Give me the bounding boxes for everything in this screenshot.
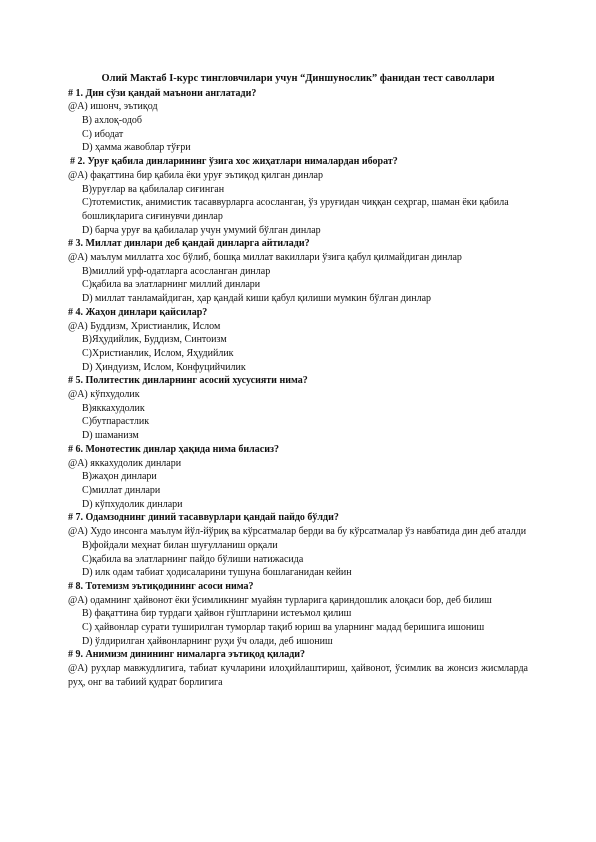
q3-option-c: C)қабила ва элатларнинг миллий динлари: [82, 279, 261, 291]
document-title: Олий Мактаб I-курс тингловчилари учун “Диншунослик” фанидан тест саволлари: [101, 73, 495, 84]
q7-option-c: C)қабила ва элатларнинг пайдо бўлиши натижасида: [82, 553, 304, 565]
q7-option-a: @A) Худо инсонга маълум йўл-йўриқ ва кўрсатмалар берди ва бу кўрсатмалар ўз навбатида дин деб аталди: [68, 526, 527, 538]
q4-option-c: C)Христианлик, Ислом, Яҳудийлик: [82, 347, 234, 359]
q1-option-a: @A) ишонч, эътиқод: [68, 101, 158, 113]
question-2: # 2. Уруғ қабила динларининг ўзига хос жиҳатлари нималардан иборат?: [70, 156, 398, 168]
q7-option-d: D) илк одам табиат ҳодисаларини тушуна бошлаганидан кейин: [82, 567, 352, 579]
q6-option-a: @A) яккахудолик динлари: [68, 457, 182, 469]
q1-option-b: B) ахлоқ-одоб: [82, 115, 143, 126]
q5-option-a: @A) кўпхудолик: [68, 389, 140, 401]
q4-option-d: D) Ҳиндуизм, Ислом, Конфуцийчилик: [82, 361, 246, 373]
q2-option-c: C)тотемистик, анимистик тасаввурларга асосланган, ўз уруғидан чиққан сеҳргар, шаман ёки қабила бошлиқларига сиғинувчи динлар: [82, 197, 509, 222]
q6-option-c: C)миллат динлари: [82, 484, 161, 496]
q3-option-a: @A) маълум миллатга хос бўлиб, бошқа миллат вакиллари ўзига қабул қилмайдиган динлар: [68, 252, 462, 264]
q3-option-d: D) миллат танламайдиган, ҳар қандай киши қабул қилиши мумкин бўлган динлар: [82, 293, 432, 305]
q8-option-b: B) фақаттина бир турдаги ҳайвон гўштларини истеъмол қилиш: [82, 608, 352, 620]
q5-option-c: C)бутпарастлик: [82, 416, 150, 428]
question-1: # 1. Дин сўзи қандай маънони англатади?: [68, 87, 257, 99]
question-9: # 9. Анимизм динининг нималарга эътиқод қилади?: [68, 649, 306, 661]
q5-option-d: D) шаманизм: [82, 430, 139, 442]
q2-option-b: B)уруғлар ва қабилалар сиғинган: [82, 183, 225, 195]
question-5: # 5. Политестик динларнинг асосий хусусияти нима?: [68, 375, 308, 387]
q2-option-a: @A) фақаттина бир қабила ёки уруғ эътиқод қилган динлар: [68, 169, 323, 181]
question-8: # 8. Тотемизм эътиқодининг асоси нима?: [68, 580, 254, 592]
q1-option-d: D) ҳамма жавоблар тўғри: [82, 142, 191, 154]
q5-option-b: B)яккахудолик: [82, 402, 145, 414]
question-3: # 3. Миллат динлари деб қандай динларга айтилади?: [68, 238, 310, 250]
q8-option-d: D) ўлдирилган ҳайвонларнинг руҳи ўч олади, деб ишониш: [82, 635, 333, 647]
q4-option-b: B)Яҳудийлик, Буддизм, Синтоизм: [82, 334, 227, 346]
document-page: [68, 72, 528, 690]
q4-option-a: @A) Буддизм, Христианлик, Ислом: [68, 320, 221, 332]
q9-option-a: @A) руҳлар мавжудлигига, табиат кучларини илоҳийлаштириш, ҳайвонот, ўсимлик ва жонсиз жисмларда руҳ, онг ва табиий қудрат борлигига: [68, 663, 528, 688]
q1-option-c: C) ибодат: [82, 128, 124, 140]
question-4: # 4. Жаҳон динлари қайсилар?: [68, 306, 208, 318]
question-6: # 6. Монотестик динлар ҳақида нима биласиз?: [68, 443, 279, 455]
q2-option-d: D) барча уруғ ва қабилалар учун умумий бўлган динлар: [82, 224, 321, 236]
q6-option-b: B)жаҳон динлари: [82, 471, 157, 483]
q6-option-d: D) кўпхудолик динлари: [82, 498, 183, 510]
q7-option-b: B)фойдали меҳнат билан шуғулланиш орқали: [82, 539, 278, 551]
q8-option-c: C) ҳайвонлар сурати туширилган туморлар тақиб юриш ва уларнинг мадад беришига ишониш: [82, 622, 485, 634]
q8-option-a: @A) одамнинг ҳайвонот ёки ўсимликнинг муайян турларига қариндошлик алоқаси бор, деб билиш: [68, 594, 492, 606]
q3-option-b: B)миллий урф-одатларга асосланган динлар: [82, 265, 271, 277]
question-7: # 7. Одамзоднинг диний тасаввурлари қандай пайдо бўлди?: [68, 512, 339, 524]
